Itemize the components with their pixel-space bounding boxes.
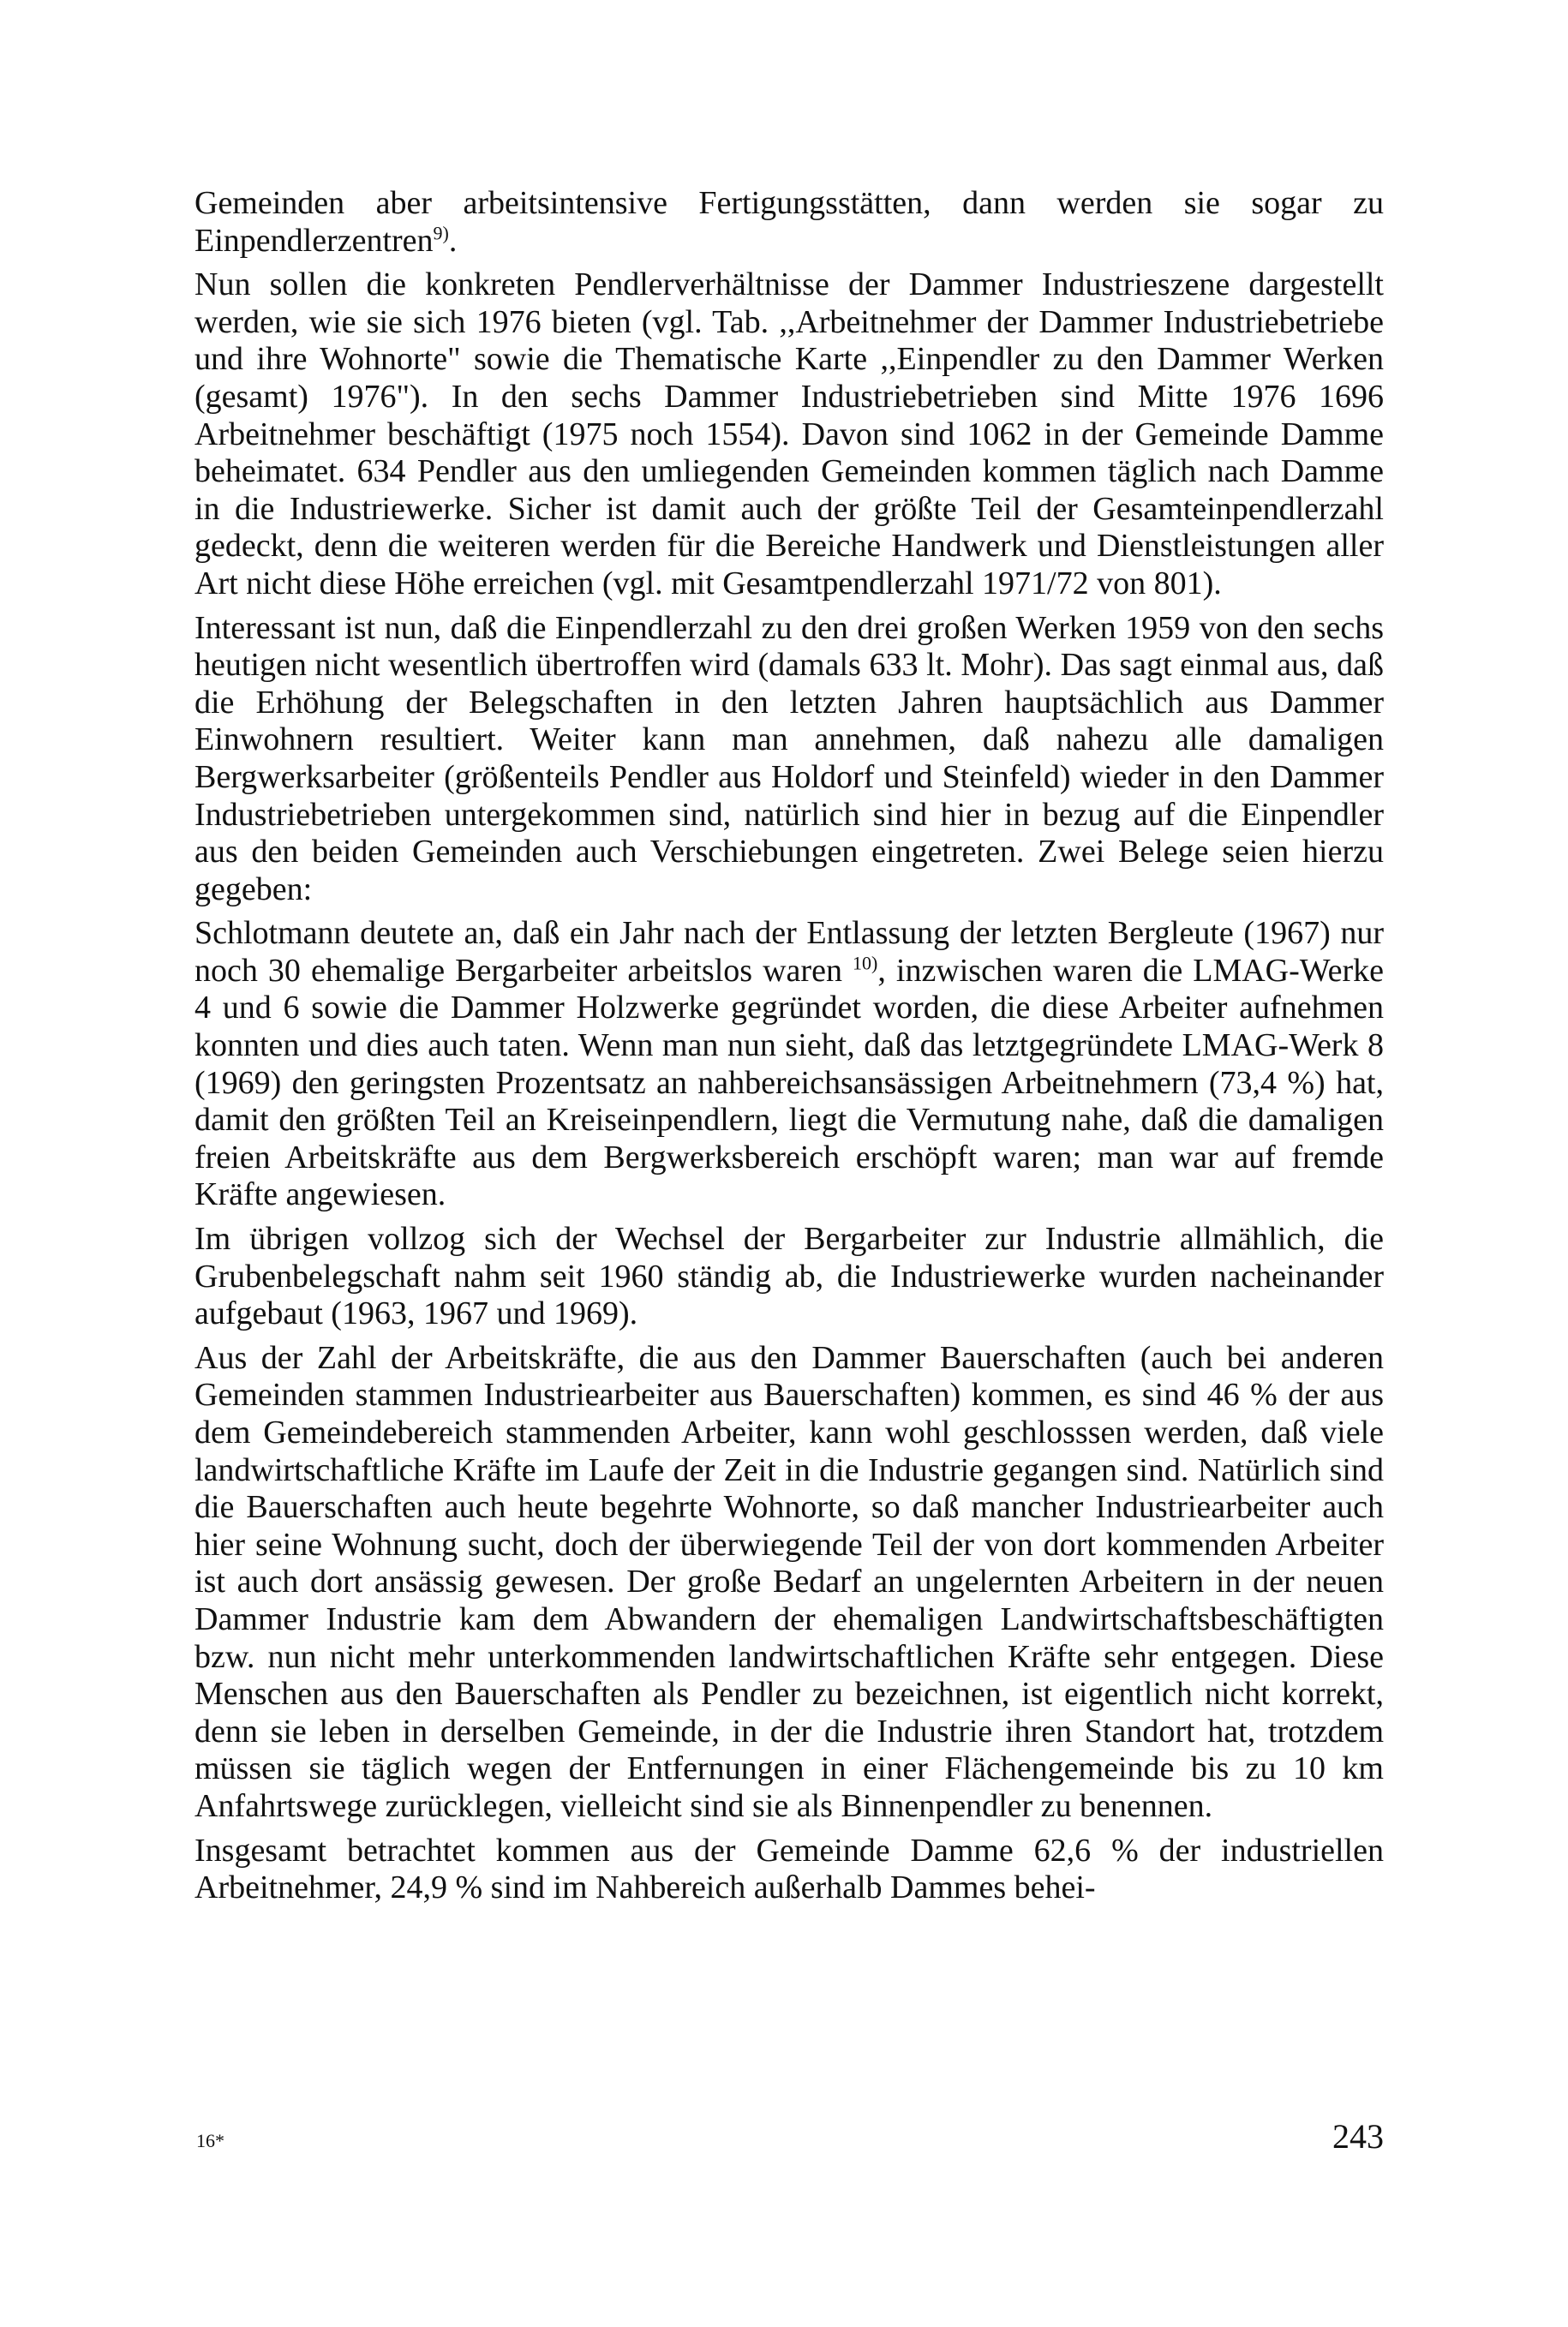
paragraph-5: Im übrigen vollzog sich der Wechsel der Bergarbeiter zur Industrie allmählich, die Grubenbelegschaft nahm seit 1960 ständig ab, die Industriewerke wurden nacheinander aufgebaut (1963, 1967 und 1969). xyxy=(195,1221,1384,1332)
paragraph-6: Aus der Zahl der Arbeitskräfte, die aus den Dammer Bauerschaften (auch bei anderen Gemeinden stammen Industriearbeiter aus Bauerschaften) kommen, es sind 46 % der aus dem Gemeindebereich stammenden Arbeiter, kann wohl geschlosssen werden, daß viele landwirtschaftliche Kräfte im Laufe der Zeit in die Industrie gegangen sind. Natürlich sind die Bauerschaften auch heute begehrte Wohnorte, so daß mancher Industriearbeiter auch hier seine Wohnung sucht, doch der überwiegende Teil der von dort kommenden Arbeiter ist auch dort ansässig gewesen. Der große Bedarf an ungelernten Arbeitern in der neuen Dammer Industrie kam dem Abwandern der ehemaligen Landwirtschaftsbeschäftigten bzw. nun nicht mehr unterkommenden landwirtschaftlichen Kräfte sehr entgegen. Diese Menschen aus den Bauerschaften als Pendler zu bezeichnen, ist eigentlich nicht korrekt, denn sie leben in derselben Gemeinde, in der die Industrie ihren Standort hat, trotzdem müssen sie täglich wegen der Entfernungen in einer Flächengemeinde bis zu 10 km Anfahrtswege zurücklegen, vielleicht sind sie als Binnenpendler zu benennen. xyxy=(195,1339,1384,1824)
paragraph-1-text: Gemeinden aber arbeitsintensive Fertigungsstätten, dann werden sie sogar zu Einpendlerzentren xyxy=(195,185,1384,259)
paragraph-1 xyxy=(195,185,1384,260)
paragraph-4 xyxy=(195,915,1384,1214)
paragraph-1-tail: . xyxy=(448,222,458,259)
paragraph-4-text: Schlotmann deutete an, daß ein Jahr nach der Entlassung der letzten Bergleute (1967) nur noch 30 ehemalige Bergarbeiter arbeitslos waren xyxy=(195,915,1384,989)
paragraph-7: Insgesamt betrachtet kommen aus der Gemeinde Damme 62,6 % der industriellen Arbeitnehmer, 24,9 % sind im Nahbereich außerhalb Dammes behei- xyxy=(195,1832,1384,1906)
printer-signature-mark: 16* xyxy=(196,2130,224,2151)
footnote-ref-10: 10) xyxy=(853,952,878,974)
body-text xyxy=(195,185,1384,1914)
footnote-ref-9: 9) xyxy=(433,221,449,243)
paragraph-3: Interessant ist nun, daß die Einpendlerzahl zu den drei großen Werken 1959 von den sechs heutigen nicht wesentlich übertroffen wird (damals 633 lt. Mohr). Das sagt einmal aus, daß die Erhöhung der Belegschaften in den letzten Jahren hauptsächlich aus Dammer Einwohnern resultiert. Weiter kann man annehmen, daß nahezu alle damaligen Bergwerksarbeiter (größenteils Pendler aus Holdorf und Steinfeld) wieder in den Dammer Industriebetrieben untergekommen sind, natürlich sind hier in bezug auf die Einpendler aus den beiden Gemeinden auch Verschiebungen eingetreten. Zwei Belege seien hierzu gegeben: xyxy=(195,609,1384,907)
paragraph-2: Nun sollen die konkreten Pendlerverhältnisse der Dammer Industrieszene dargestellt werden, wie sie sich 1976 bieten (vgl. Tab. ,,Arbeitnehmer der Dammer Industriebetriebe und ihre Wohnorte" sowie die Thematische Karte ,,Einpendler zu den Dammer Werken (gesamt) 1976"). In den sechs Dammer Industriebetrieben sind Mitte 1976 1696 Arbeitnehmer beschäftigt (1975 noch 1554). Davon sind 1062 in der Gemeinde Damme beheimatet. 634 Pendler aus den umliegenden Gemeinden kommen täglich nach Damme in die Industriewerke. Sicher ist damit auch der größte Teil der Gesamteinpendlerzahl gedeckt, denn die weiteren werden für die Bereiche Handwerk und Dienstleistungen aller Art nicht diese Höhe erreichen (vgl. mit Gesamtpendlerzahl 1971/72 von 801). xyxy=(195,266,1384,601)
page-number: 243 xyxy=(1332,2117,1384,2156)
paragraph-4-tail: , inzwischen waren die LMAG-Werke 4 und 6 sowie die Dammer Holzwerke gegründet worden, die diese Arbeiter aufnehmen konnten und dies auch taten. Wenn man nun sieht, daß das letztgegründete LMAG-Werk 8 (1969) den geringsten Prozentsatz an nahbereichsansässigen Arbeitnehmern (73,4 %) hat, damit den größten Teil an Kreiseinpendlern, liegt die Vermutung nahe, daß die damaligen freien Arbeitskräfte aus dem Bergwerksbereich erschöpft waren; man war auf fremde Kräfte angewiesen. xyxy=(195,952,1384,1213)
